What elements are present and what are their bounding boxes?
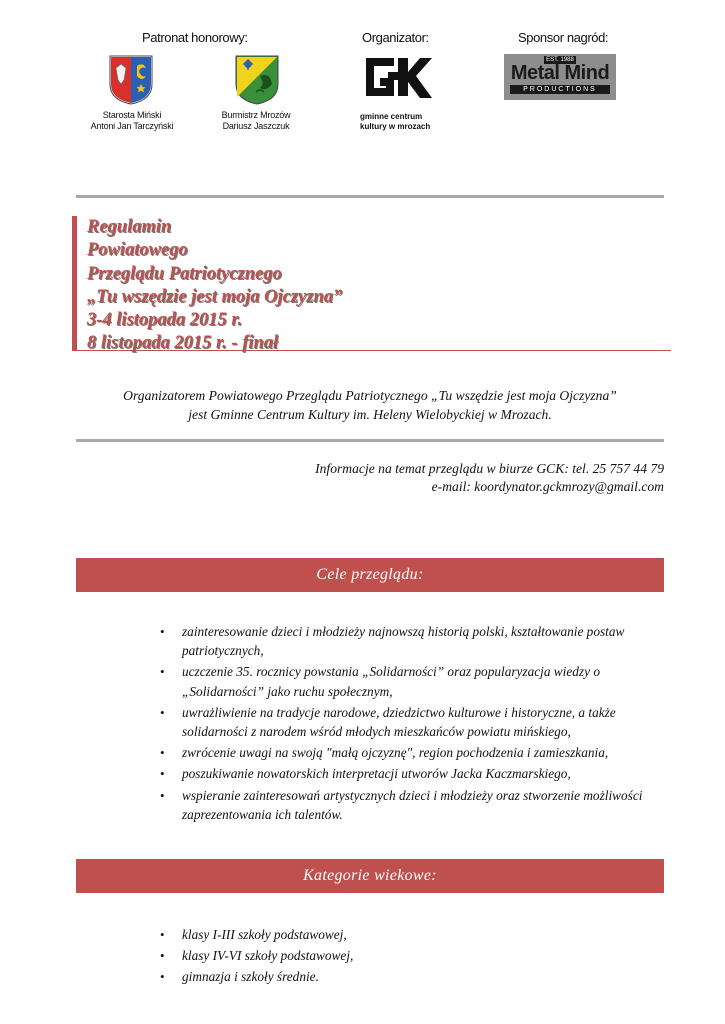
bullet-icon: • xyxy=(160,787,165,803)
goal-text: zwrócenie uwagi na swoją "małą ojczyznę", region pochodzenia i zamieszkania, xyxy=(182,745,609,761)
goals-heading: Cele przeglądu: xyxy=(76,558,664,592)
goals-list xyxy=(160,622,680,824)
goal-text: uwrażliwienie na tradycje narodowe, dziedzictwo kulturowe i historyczne, a także solidarności z narodem wśród młodych mieszkańców powiatu mińskiego, xyxy=(182,704,616,740)
coat-of-arms-mrozy-icon xyxy=(234,54,280,106)
metal-mind-sub: PRODUCTIONS xyxy=(510,85,610,94)
title-line-1: Regulamin xyxy=(87,217,172,237)
bullet-icon: • xyxy=(160,927,165,942)
categories-heading: Kategorie wiekowe: xyxy=(76,859,664,893)
goal-item xyxy=(160,764,680,783)
title-line-2: Powiatowego xyxy=(87,240,188,261)
contact-phone: Informacje na temat przeglądu w biurze GCK: tel. 25 757 44 79 xyxy=(315,461,664,476)
organizator-label: Organizator: xyxy=(362,30,429,45)
categories-list xyxy=(160,925,680,987)
title-line-3: Przeglądu Patriotycznego xyxy=(87,263,282,284)
bullet-icon: • xyxy=(160,745,165,761)
coat-of-arms-minsk-icon xyxy=(108,54,154,106)
goal-item xyxy=(160,786,680,824)
goal-text: zainteresowanie dzieci i młodzieży najnowszą historią polski, kształtowanie postaw patriotycznych, xyxy=(182,624,625,659)
goal-item xyxy=(160,662,680,700)
title-line-4: „Tu wszędzie jest moja Ojczyzna” xyxy=(87,286,343,307)
starosta-caption-person: Antoni Jan Tarczyński xyxy=(90,121,174,131)
title-block xyxy=(72,216,671,354)
bullet-icon: • xyxy=(160,664,165,680)
divider-top xyxy=(76,195,664,198)
bullet-icon: • xyxy=(160,766,165,782)
goal-text: uczczenie 35. rocznicy powstania „Solidarności” oraz popularyzacja wiedzy o „Solidarności” jako ruchu społecznym, xyxy=(182,664,600,699)
title-line-5: 3-4 listopada 2015 r. xyxy=(87,310,243,331)
burmistrz-caption-title: Burmistrz Mrozów xyxy=(221,110,291,120)
gck-caption-line1: gminne centrum xyxy=(360,112,423,121)
burmistrz-caption-person: Dariusz Jaszczuk xyxy=(222,121,290,131)
divider-middle xyxy=(76,439,664,442)
contact-info xyxy=(76,460,664,496)
category-item xyxy=(160,925,680,944)
metal-mind-est: EST. 1988 xyxy=(544,56,576,64)
contact-email: e-mail: koordynator.gckmrozy@gmail.com xyxy=(431,479,664,494)
starosta-caption-name: Starosta Miński xyxy=(102,110,162,120)
patronat-label: Patronat honorowy: xyxy=(142,30,248,45)
metal-mind-logo xyxy=(504,54,616,100)
bullet-icon: • xyxy=(160,969,165,985)
goal-item xyxy=(160,703,680,741)
goal-item xyxy=(160,743,680,762)
bullet-icon: • xyxy=(160,624,165,639)
goal-text: poszukiwanie nowatorskich interpretacji utworów Jacka Kaczmarskiego, xyxy=(182,766,571,782)
metal-mind-name: Metal Mind xyxy=(510,62,610,84)
organizer-line-1: Organizatorem Powiatowego Przeglądu Patriotycznego „Tu wszędzie jest moja Ojczyzna” xyxy=(123,388,617,403)
bullet-icon: • xyxy=(160,948,165,964)
title-line-6: 8 listopada 2015 r. - finał xyxy=(87,333,279,354)
category-text: klasy IV-VI szkoły podstawowej, xyxy=(182,948,354,964)
category-item xyxy=(160,967,680,986)
category-item xyxy=(160,946,680,965)
goal-text: wspieranie zainteresowań artystycznych dzieci i młodzieży oraz stworzenie możliwości zaprezentowania ich talentów. xyxy=(182,787,643,822)
goal-item xyxy=(160,622,680,660)
gck-caption-line2: kultury w mrozach xyxy=(360,122,431,131)
category-text: gimnazja i szkoły średnie. xyxy=(182,969,319,985)
sponsor-label: Sponsor nagród: xyxy=(518,30,609,45)
bullet-icon: • xyxy=(160,704,165,720)
organizer-line-2: jest Gminne Centrum Kultury im. Heleny Wielobyckiej w Mrozach. xyxy=(188,407,552,422)
category-text: klasy I-III szkoły podstawowej, xyxy=(182,927,347,942)
organizer-text xyxy=(76,386,664,424)
gck-logo xyxy=(360,54,436,102)
